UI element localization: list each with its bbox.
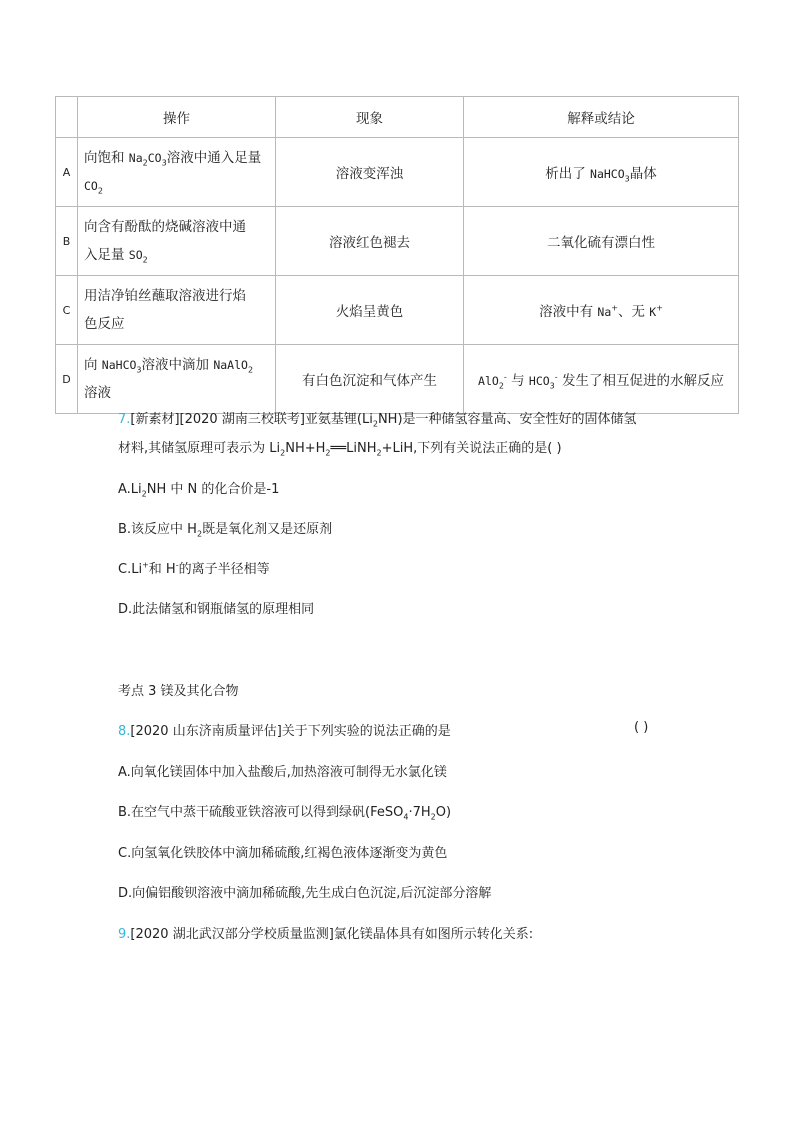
q7-text: NH)是一种储氢容量高、安全性好的固体储氢 (377, 412, 637, 427)
operation-text: 入足量 (84, 247, 129, 263)
explanation-cell (464, 345, 739, 414)
subscript: 2 (376, 448, 382, 458)
option-text: 的离子半径相等 (178, 562, 270, 577)
q7-option-a (118, 478, 279, 497)
table-row (56, 138, 739, 207)
table-header-explanation: 解释或结论 (464, 97, 739, 138)
operation-text: 溶液中滴加 (141, 357, 214, 373)
formula: K (649, 305, 657, 319)
q7-option-d: D.此法储氢和钢瓶储氢的原理相同 (118, 602, 315, 617)
formula: CO (147, 151, 162, 165)
q8-option-d: D.向偏铝酸钡溶液中滴加稀硫酸,先生成白色沉淀,后沉淀部分溶解 (118, 886, 492, 901)
row-label: A (56, 138, 78, 207)
explanation-text: 发生了相互促进的水解反应 (557, 373, 724, 389)
operation-text: 向饱和 (84, 150, 129, 166)
phenomenon-cell: 溶液红色褪去 (276, 207, 464, 276)
phenomenon-cell: 有白色沉淀和气体产生 (276, 345, 464, 414)
subscript: 2 (498, 381, 504, 391)
q7-text: [新素材][2020 湖南三校联考]亚氨基锂(Li (130, 412, 373, 427)
q7-option-c (118, 558, 270, 577)
subscript: 2 (430, 812, 436, 822)
q8-text: [2020 山东济南质量评估]关于下列实验的说法正确的是 (130, 724, 451, 739)
superscript: + (656, 303, 663, 313)
row-label: D (56, 345, 78, 414)
operation-text: 用洁净铂丝蘸取溶液进行焰 (84, 288, 246, 304)
question-number: 7. (118, 412, 131, 427)
option-text: B.该反应中 H (118, 522, 197, 537)
explanation-cell (464, 276, 739, 345)
operation-cell (78, 345, 276, 414)
operation-text: 溶液 (84, 385, 111, 401)
option-text: B.在空气中蒸干硫酸亚铁溶液可以得到绿矾(FeSO (118, 805, 404, 820)
formula: NaHCO (590, 167, 625, 181)
table-header-operation: 操作 (78, 97, 276, 138)
formula: AlO (478, 374, 499, 388)
q7-text: 材料,其储氢原理可表示为 Li (118, 441, 281, 456)
q8-option-c: C.向氢氧化铁胶体中滴加稀硫酸,红褐色液体逐渐变为黄色 (118, 846, 448, 861)
formula: SO (128, 248, 143, 262)
operation-text: 溶液中通入足量 (166, 150, 262, 166)
subscript: 2 (142, 158, 148, 168)
formula: Na (128, 151, 143, 165)
subscript: 2 (196, 529, 203, 539)
subscript: 2 (247, 365, 254, 375)
table-header-phenomenon: 现象 (276, 97, 464, 138)
explanation-text: 溶液中有 (539, 304, 598, 320)
operation-text: 向 (84, 357, 102, 373)
q8-answer-bracket: ( ) (634, 720, 649, 735)
superscript: - (175, 560, 179, 570)
subscript: 3 (549, 381, 555, 391)
formula: CO (84, 179, 98, 193)
q7-option-b (118, 518, 332, 537)
explanation-text: 析出了 (545, 166, 591, 182)
equals-sign: ══ (330, 441, 347, 456)
subscript: 2 (372, 419, 378, 429)
experiment-table (55, 96, 739, 414)
question-number: 8. (118, 724, 131, 739)
subscript: 2 (141, 489, 147, 499)
phenomenon-cell: 溶液变浑浊 (276, 138, 464, 207)
option-text: NH 中 N 的化合价是-1 (146, 482, 280, 497)
q7-text: +LiH,下列有关说法正确的是( ) (381, 441, 562, 456)
superscript: - (554, 372, 558, 382)
operation-cell (78, 207, 276, 276)
explanation-cell (464, 138, 739, 207)
row-label: C (56, 276, 78, 345)
subscript: 2 (142, 255, 148, 265)
phenomenon-cell: 火焰呈黄色 (276, 276, 464, 345)
option-text: 和 H (148, 562, 176, 577)
explanation-cell: 二氧化硫有漂白性 (464, 207, 739, 276)
q7-text: NH+H (285, 441, 326, 456)
superscript: + (611, 303, 618, 313)
table-row (56, 207, 739, 276)
operation-text: 向含有酚酞的烧碱溶液中通 (84, 219, 246, 235)
table-row (56, 345, 739, 414)
formula: HCO (528, 374, 550, 388)
explanation-text: 晶体 (629, 166, 657, 182)
superscript: + (142, 560, 149, 570)
table-row (56, 276, 739, 345)
subscript: 4 (403, 812, 409, 822)
q7-text: LiNH (346, 441, 377, 456)
row-label: B (56, 207, 78, 276)
table-header-label (56, 97, 78, 138)
subscript: 2 (325, 448, 331, 458)
explanation-text: 与 (506, 373, 529, 389)
q7-stem-line2 (118, 437, 562, 456)
q8-stem (118, 720, 451, 739)
q9-stem (118, 923, 533, 942)
option-text: A.Li (118, 482, 142, 497)
explanation-text: 、无 (617, 304, 650, 320)
option-text: ·7H (408, 805, 431, 820)
section-title: 考点 3 镁及其化合物 (118, 684, 239, 699)
subscript: 3 (161, 158, 167, 168)
subscript: 2 (97, 186, 103, 196)
table-header-row (56, 97, 739, 138)
subscript: 2 (280, 448, 286, 458)
option-text: O) (435, 805, 452, 820)
formula: Na (597, 305, 612, 319)
q7-stem-line1 (118, 408, 637, 427)
option-text: C.Li (118, 562, 143, 577)
q9-text: [2020 湖北武汉部分学校质量监测]氯化镁晶体具有如图所示转化关系: (130, 927, 534, 942)
question-number: 9. (118, 927, 131, 942)
formula: NaAlO (213, 358, 248, 372)
subscript: 3 (624, 174, 630, 184)
operation-cell (78, 138, 276, 207)
superscript: - (503, 372, 507, 382)
formula: NaHCO (101, 358, 137, 372)
operation-text: 色反应 (84, 316, 125, 332)
q8-option-a: A.向氧化镁固体中加入盐酸后,加热溶液可制得无水氯化镁 (118, 765, 447, 780)
q8-option-b (118, 801, 451, 820)
operation-cell (78, 276, 276, 345)
option-text: 既是氧化剂又是还原剂 (202, 522, 333, 537)
subscript: 3 (136, 365, 142, 375)
